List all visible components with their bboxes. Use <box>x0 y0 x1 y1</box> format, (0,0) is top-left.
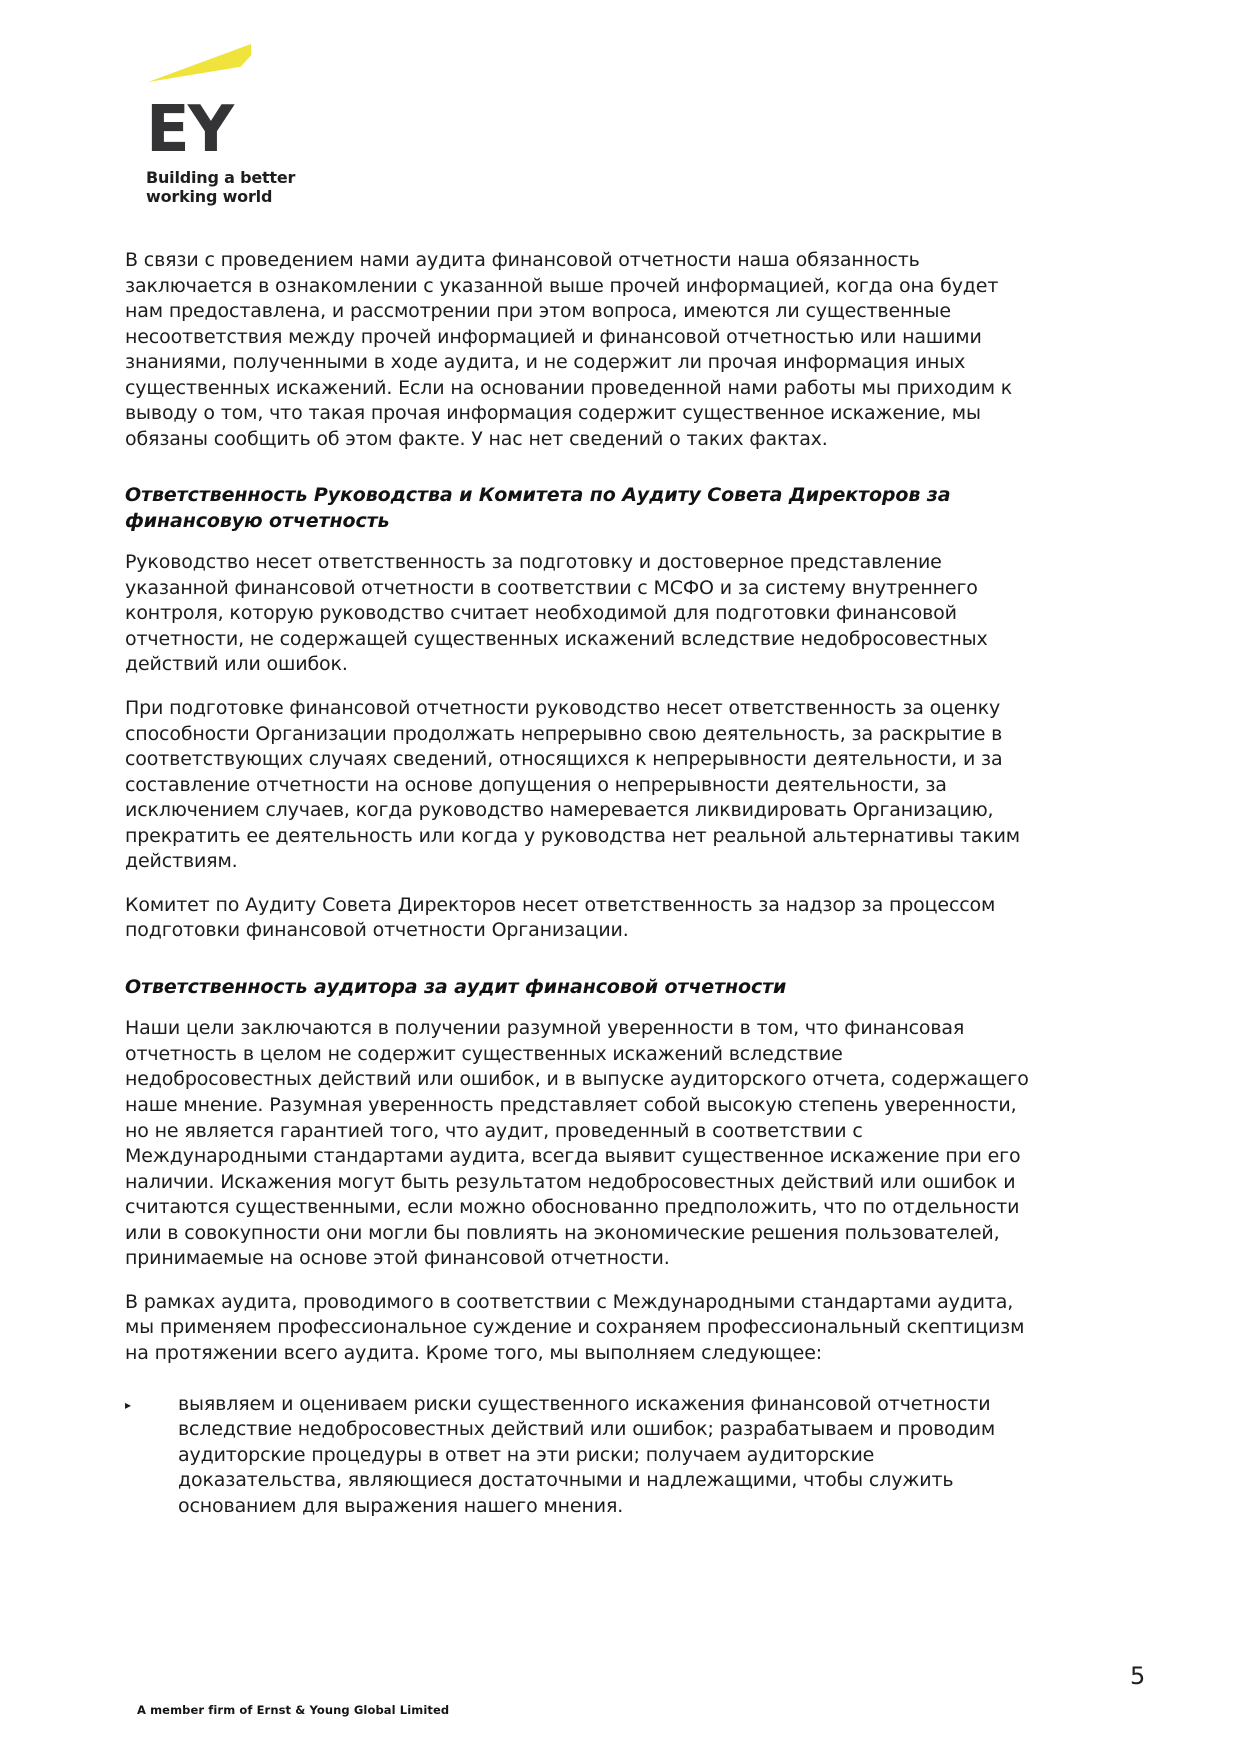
member-firm-note: A member firm of Ernst & Young Global Limited <box>137 1703 450 1717</box>
ey-tagline <box>146 169 296 207</box>
paragraph-going-concern: При подготовке финансовой отчетности руководство несет ответственность за оценку способности Организации продолжать непрерывно свою деятельность, за раскрытие в соответствующих случаях сведений, относящихся к непрерывности деятельности, и за составление отчетности на основе допущения о непрерывности деятельности, за исключением случаев, когда руководство намеревается ликвидировать Организацию, прекратить ее деятельность или когда у руководства нет реальной альтернативы таким действиям. <box>125 697 1020 873</box>
document-body <box>125 248 1033 1519</box>
paragraph-professional-judgement: В рамках аудита, проводимого в соответствии с Международными стандартами аудита, мы применяем профессиональное суждение и сохраняем профессиональный скептицизм на протяжении всего аудита. Кроме того, мы выполняем следующее: <box>125 1290 1025 1364</box>
bullet-text-risk-assessment: выявляем и оцениваем риски существенного искажения финансовой отчетности вследствие недобросовестных действий или ошибок; разрабатываем и проводим аудиторские процедуры в ответ на эти риски; получаем аудиторские доказательства, являющиеся достаточными и надлежащими, чтобы служить основанием для выражения нашего мнения. <box>178 1392 996 1517</box>
ey-beam-icon <box>148 44 251 82</box>
paragraph-other-information: В связи с проведением нами аудита финансовой отчетности наша обязанность заключается в ознакомлении с указанной выше прочей информацией, когда она будет нам предоставлена, и рассмотрении при этом вопроса, имеются ли существенные несоответствия между прочей информацией и финансовой отчетностью или нашими знаниями, полученными в ходе аудита, и не содержит ли прочая информация иных существенных искажений. Если на основании проведенной нами работы мы приходим к выводу о том, что такая прочая информация содержит существенное искажение, мы обязаны сообщить об этом факте. У нас нет сведений о таких фактах. <box>125 249 1013 450</box>
heading-management-responsibility: Ответственность Руководства и Комитета по Аудиту Совета Директоров за финансовую отчетность <box>125 484 951 532</box>
bullet-arrow-icon: ▸ <box>125 1397 131 1412</box>
paragraph-management-preparation: Руководство несет ответственность за подготовку и достоверное представление указанной финансовой отчетности в соответствии с МСФО и за систему внутреннего контроля, которую руководство считает необходимой для подготовки финансовой отчетности, не содержащей существенных искажений вследствие недобросовестных действий или ошибок. <box>125 551 988 676</box>
ey-logo <box>146 44 406 207</box>
page-number: 5 <box>1130 1662 1146 1690</box>
ey-tagline-line1: Building a better <box>146 168 296 187</box>
ey-brand-word: EY <box>146 93 233 167</box>
ey-tagline-line2: working world <box>146 186 273 206</box>
heading-auditor-responsibility: Ответственность аудитора за аудит финансовой отчетности <box>125 975 787 998</box>
paragraph-auditor-objectives: Наши цели заключаются в получении разумной уверенности в том, что финансовая отчетность в целом не содержит существенных искажений вследствие недобросовестных действий или ошибок, и в выпуске аудиторского отчета, содержащего наше мнение. Разумная уверенность представляет собой высокую степень уверенности, но не является гарантией того, что аудит, проведенный в соответствии с Международными стандартами аудита, всегда выявит существенное искажение при его наличии. Искажения могут быть результатом недобросовестных действий или ошибок и считаются существенными, если можно обоснованно предположить, что по отдельности или в совокупности они могли бы повлиять на экономические решения пользователей, принимаемые на основе этой финансовой отчетности. <box>125 1017 1029 1270</box>
bullet-item-risk-assessment <box>125 1392 1033 1520</box>
paragraph-audit-committee-oversight: Комитет по Аудиту Совета Директоров несет ответственность за надзор за процессом подготовки финансовой отчетности Организации. <box>125 893 996 942</box>
